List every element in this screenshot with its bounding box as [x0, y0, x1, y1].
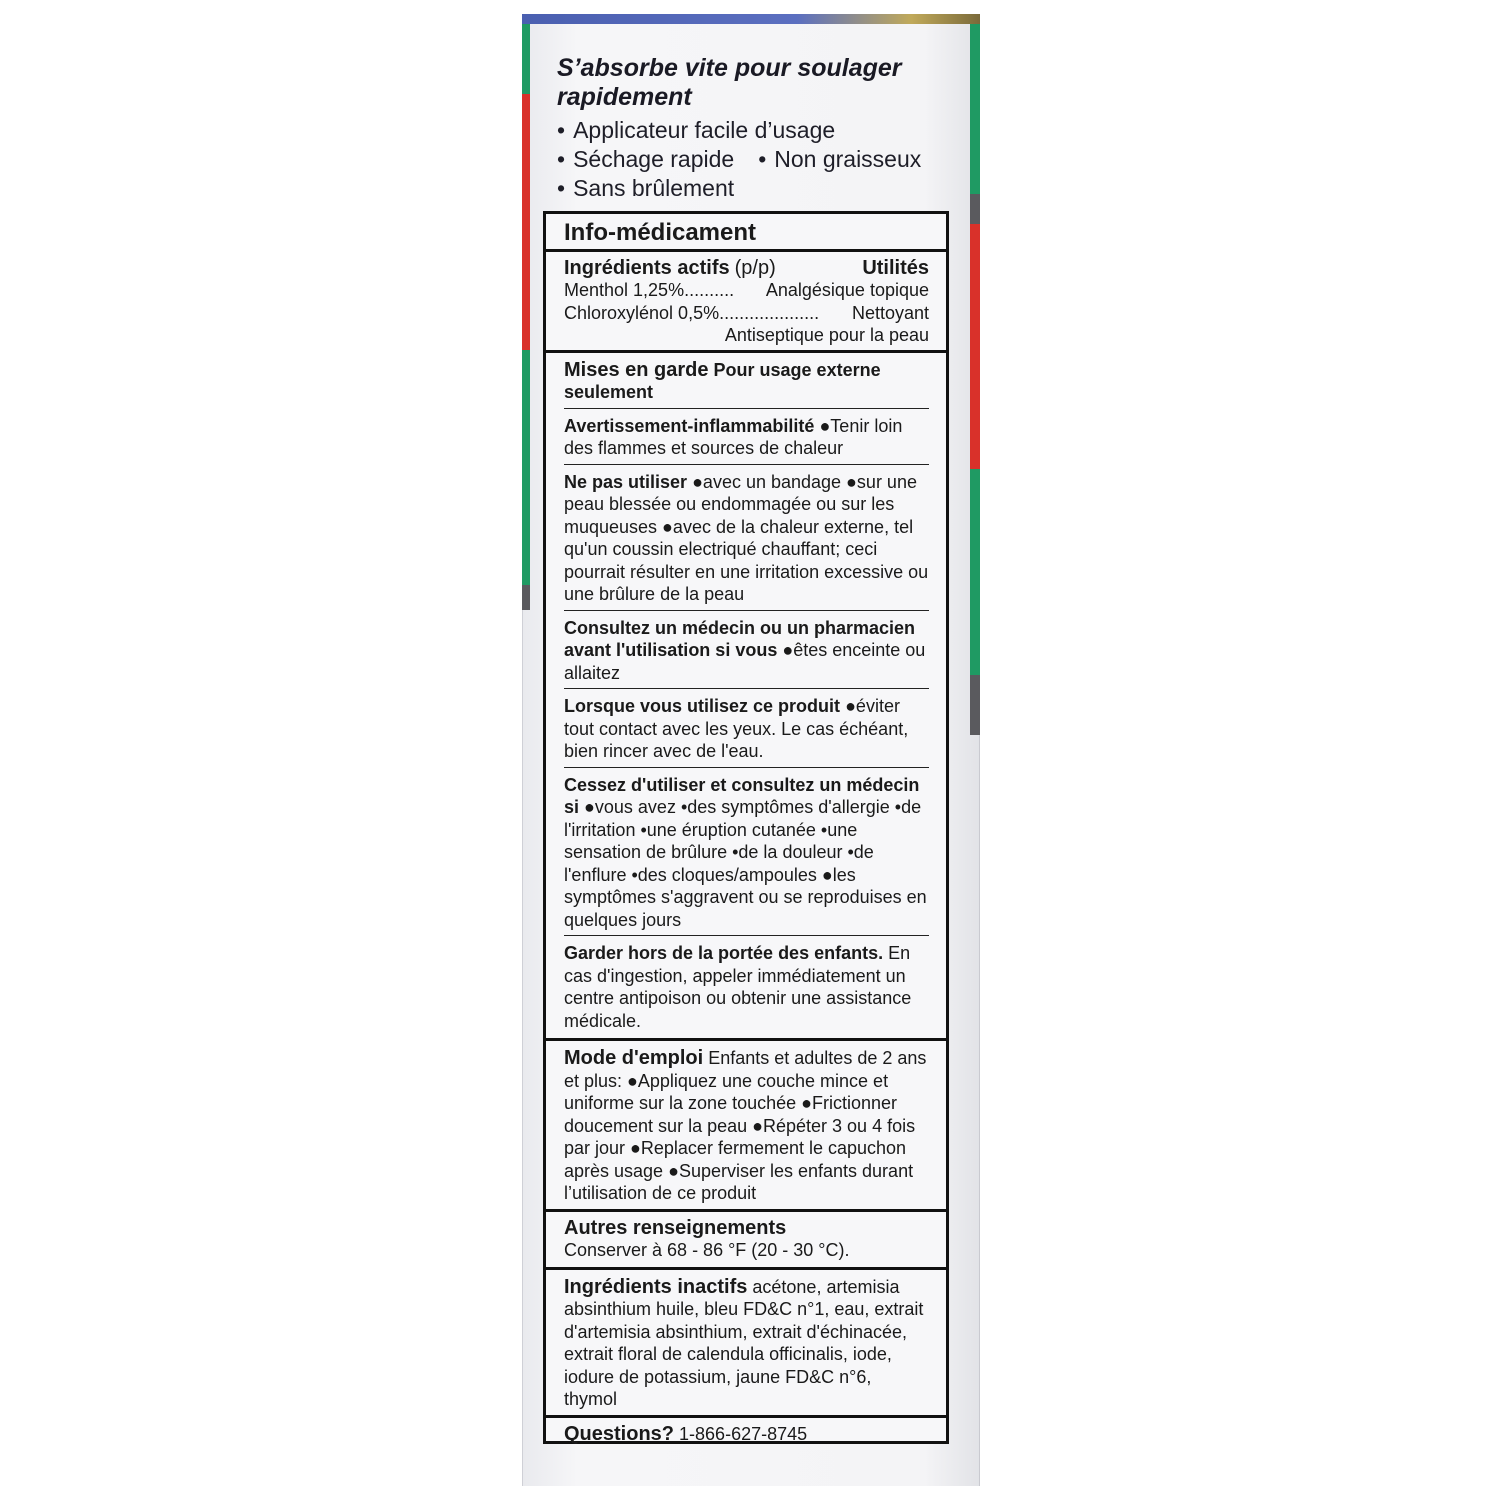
bullet-item: Applicateur facile d’usage — [573, 117, 836, 143]
active-use: Analgésique topique — [765, 280, 929, 300]
left-stripe-green — [522, 350, 530, 585]
headline: S’absorbe vite pour soulager rapidement — [557, 54, 902, 111]
questions-title: Questions? — [564, 1422, 675, 1445]
stop-use-warning — [564, 767, 929, 936]
directions-text: Enfants et adultes de 2 ans et plus: ●Appliquez une couche mince et uniforme sur la zone touchée ●Frictionner doucement sur la peau ●Répéter 3 ou 4 fois par jour ●Replacer fermement le capuchon après usage ●Superviser les enfants durant l’utilisation de ce produit — [564, 1048, 927, 1203]
stop-use-heading: Cessez d'utiliser et consultez un médecin si — [564, 774, 920, 817]
active-header-row — [564, 257, 929, 280]
active-use: Nettoyant — [851, 302, 929, 323]
questions-section — [546, 1415, 946, 1450]
left-stripe-green — [522, 24, 530, 94]
ask-doctor-heading: Consultez un médecin ou un pharmacien avant l'utilisation si vous — [564, 617, 916, 660]
active-header: Ingrédients actifs — [564, 256, 730, 279]
active-ingredient: Menthol 1,25%.......... — [564, 280, 735, 300]
flammability-warning — [564, 408, 929, 464]
bullet-row — [557, 145, 967, 174]
uses-header: Utilités — [862, 256, 929, 279]
flammability-heading: Avertissement-inflammabilité — [564, 415, 815, 436]
bullet-row — [557, 116, 967, 145]
inactive-ingredients-section — [546, 1267, 946, 1415]
do-not-use-text: ●avec un bandage ●sur une peau blessée ou endommagée ou sur les muqueuses ●avec de la chaleur externe, tel qu'un coussin electriqué chauffant; ceci pourrait résulter en une irritation excessive ou une brûlure de la peau — [564, 471, 929, 604]
panel-title: Info-médicament — [564, 219, 757, 246]
questions-phone: 1-866-627-8745 — [679, 1423, 808, 1444]
keep-away-heading: Garder hors de la portée des enfants. — [564, 943, 884, 963]
box-top-edge — [522, 14, 980, 24]
right-stripe-gray — [970, 675, 980, 735]
warnings-subtitle: Pour usage externe seulement — [564, 359, 881, 402]
bullet-item: Sans brûlement — [573, 175, 735, 201]
keep-away-warning — [564, 935, 929, 1038]
bullet-dot: • — [557, 146, 566, 172]
flammability-text: ●Tenir loin des flammes et sources de chaleur — [564, 415, 903, 458]
feature-bullets — [557, 116, 967, 203]
warnings-section — [546, 350, 946, 408]
when-using-heading: Lorsque vous utilisez ce produit — [564, 696, 841, 716]
left-stripe-red — [522, 94, 530, 350]
active-use-extra: Antiseptique pour la peau — [724, 325, 929, 345]
other-info-title: Autres renseignements — [564, 1216, 787, 1239]
active-ingredient: Chloroxylénol 0,5%.................... — [564, 302, 820, 323]
active-row — [564, 279, 929, 302]
other-info-section — [546, 1209, 946, 1267]
bullet-item: Séchage rapide — [573, 146, 735, 172]
do-not-use-heading: Ne pas utiliser — [564, 471, 688, 492]
when-using-text: ●éviter tout contact avec les yeux. Le cas échéant, bien rincer avec de l'eau. — [564, 696, 909, 761]
ask-doctor-text: ●êtes enceinte ou allaitez — [564, 640, 926, 683]
active-header-unit: (p/p) — [734, 256, 776, 279]
active-ingredients-section — [546, 249, 946, 350]
bullet-item: Non graisseux — [774, 146, 922, 172]
when-using-warning — [564, 688, 929, 767]
keep-away-text: En cas d'ingestion, appeler immédiatement un centre antipoison ou obtenir une assistance médicale. — [564, 943, 912, 1031]
right-stripe-green — [970, 469, 980, 675]
ask-doctor-warning — [564, 610, 929, 689]
inactive-title: Ingrédients inactifs — [564, 1275, 748, 1298]
right-stripe-green — [970, 24, 980, 194]
bullet-dot: • — [557, 175, 566, 201]
drug-facts-panel — [543, 211, 949, 1444]
right-stripe-red — [970, 224, 980, 469]
bullet-row — [557, 174, 967, 203]
bullet-dot: • — [758, 146, 767, 172]
right-stripe-gray — [970, 194, 980, 224]
warnings-title: Mises en garde — [564, 358, 709, 381]
directions-title: Mode d'emploi — [564, 1047, 704, 1069]
left-stripe-gray — [522, 585, 530, 610]
bullet-dot: • — [557, 117, 566, 143]
inactive-text: acétone, artemisia absinthium huile, bleu FD&C n°1, eau, extrait d'artemisia absinthium, extrait d'échinacée, extrait floral de calendula officinalis, iode, iodure de potassium, jaune FD&C n°6, thymol — [564, 1276, 924, 1409]
active-row — [564, 302, 929, 325]
stop-use-text: ●vous avez •des symptômes d'allergie •de l'irritation •une éruption cutanée •une sensation de brûlure •de la douleur •de l'enflure •des cloques/ampoules ●les symptômes s'aggravent ou se reproduises en quelques jours — [564, 797, 927, 930]
do-not-use-warning — [564, 464, 929, 610]
directions-section — [546, 1038, 946, 1209]
other-info-text: Conserver à 68 - 86 °F (20 - 30 °C). — [564, 1240, 850, 1260]
